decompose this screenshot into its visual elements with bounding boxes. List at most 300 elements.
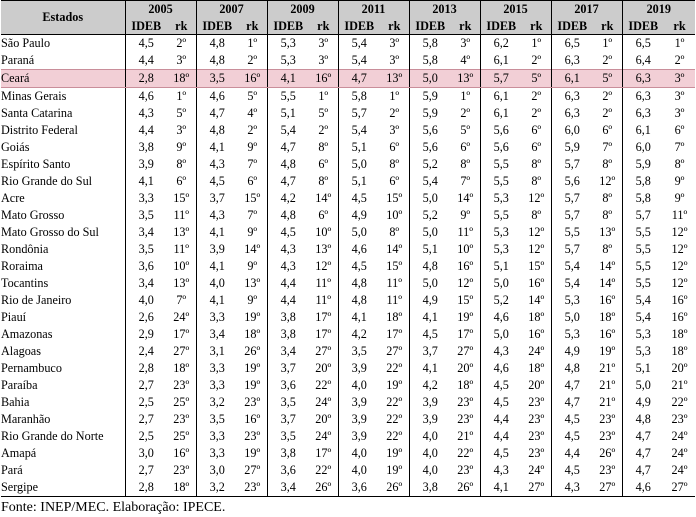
rank-value-cell: 18º	[671, 327, 688, 341]
ideb-value-cell: 5,3	[622, 343, 664, 360]
rank-value-cell: 2º	[674, 53, 685, 67]
ideb-subheader-2005: IDEB	[125, 18, 167, 35]
rank-value-cell: 14º	[599, 259, 616, 273]
rank-value-cell: 3º	[389, 53, 400, 67]
ideb-value-cell: 5,1	[267, 105, 309, 122]
ideb-value-cell: 4,6	[622, 479, 664, 497]
rank-value-cell: 13º	[599, 225, 616, 239]
rank-value-cell: 3º	[460, 36, 471, 50]
rank-value-cell: 27º	[315, 344, 332, 358]
state-name-cell: Tocantins	[1, 276, 49, 290]
state-name-cell: Maranhão	[1, 412, 51, 426]
ideb-value-cell: 3,5	[267, 394, 309, 411]
ideb-value-cell: 3,7	[267, 411, 309, 428]
rank-value-cell: 8º	[389, 157, 400, 171]
rank-value-cell: 11º	[386, 276, 403, 290]
rank-value-cell: 5º	[176, 106, 187, 120]
ideb-value-cell: 4,4	[480, 411, 522, 428]
table-row	[1, 122, 695, 139]
rank-value-cell: 16º	[309, 70, 338, 88]
rank-value-cell: 1º	[176, 89, 187, 103]
ideb-value-cell: 5,5	[622, 275, 664, 292]
ideb-value-cell: 6,2	[480, 35, 522, 53]
table-row	[1, 258, 695, 275]
rank-value-cell: 2º	[531, 53, 542, 67]
rank-value-cell: 23º	[244, 429, 261, 443]
ideb-value-cell: 2,8	[125, 479, 167, 497]
state-name-cell: Piauí	[1, 310, 27, 324]
rank-value-cell: 16º	[671, 293, 688, 307]
ideb-value-cell: 4,4	[125, 122, 167, 139]
ideb-value-cell: 3,5	[196, 70, 238, 88]
ideb-value-cell: 4,7	[551, 377, 593, 394]
rank-value-cell: 11º	[671, 208, 688, 222]
rank-value-cell: 22º	[315, 378, 332, 392]
rank-value-cell: 27º	[664, 479, 695, 497]
rank-value-cell: 21º	[671, 378, 688, 392]
ideb-value-cell: 4,4	[267, 275, 309, 292]
ideb-value-cell: 5,9	[551, 139, 593, 156]
rank-value-cell: 23º	[528, 412, 545, 426]
ideb-value-cell: 5,5	[551, 224, 593, 241]
rank-value-cell: 27º	[522, 479, 551, 497]
rank-value-cell: 5º	[247, 89, 258, 103]
rank-value-cell: 7º	[674, 140, 685, 154]
ideb-value-cell: 4,8	[267, 207, 309, 224]
rank-value-cell: 8º	[674, 157, 685, 171]
ideb-value-cell: 4,6	[125, 88, 167, 106]
ideb-value-cell: 2,5	[125, 394, 167, 411]
ideb-value-cell: 5,9	[409, 105, 451, 122]
rank-value-cell: 13º	[244, 276, 261, 290]
ideb-value-cell: 3,2	[196, 394, 238, 411]
state-name-cell: Mato Grosso do Sul	[1, 225, 99, 239]
rank-value-cell: 1º	[674, 36, 685, 50]
state-name-cell: Santa Catarina	[1, 106, 73, 120]
ideb-value-cell: 6,0	[551, 122, 593, 139]
ideb-value-cell: 4,7	[338, 70, 380, 88]
ideb-value-cell: 5,0	[622, 377, 664, 394]
rank-value-cell: 1º	[460, 89, 471, 103]
rank-value-cell: 2º	[531, 106, 542, 120]
rank-value-cell: 7º	[602, 140, 613, 154]
ideb-value-cell: 4,3	[267, 258, 309, 275]
ideb-value-cell: 4,3	[196, 207, 238, 224]
rank-value-cell: 9º	[247, 259, 258, 273]
rank-value-cell: 18º	[599, 310, 616, 324]
ideb-value-cell: 4,6	[196, 88, 238, 106]
rank-value-cell: 27º	[244, 463, 261, 477]
ideb-value-cell: 4,0	[338, 445, 380, 462]
table-row	[1, 292, 695, 309]
rank-value-cell: 27º	[173, 344, 190, 358]
ideb-value-cell: 6,1	[622, 122, 664, 139]
rank-value-cell: 23º	[238, 479, 267, 497]
table-header	[1, 1, 695, 35]
ideb-value-cell: 2,8	[125, 360, 167, 377]
table-row	[1, 411, 695, 428]
ideb-value-cell: 4,0	[338, 462, 380, 479]
ideb-value-cell: 3,5	[267, 428, 309, 445]
year-header-2009: 2009	[267, 1, 338, 19]
rank-value-cell: 22º	[386, 361, 403, 375]
state-name-cell: Bahia	[1, 395, 30, 409]
ideb-value-cell: 6,4	[622, 52, 664, 70]
ideb-value-cell: 4,7	[622, 445, 664, 462]
rank-value-cell: 9º	[247, 140, 258, 154]
rank-value-cell: 8º	[531, 174, 542, 188]
ideb-value-cell: 5,4	[551, 275, 593, 292]
state-name-cell: Paraíba	[1, 378, 38, 392]
rk-subheader-2017: rk	[593, 18, 622, 35]
rank-value-cell: 18º	[457, 378, 474, 392]
ideb-value-cell: 5,8	[409, 35, 451, 53]
rank-value-cell: 18º	[528, 310, 545, 324]
ideb-value-cell: 3,5	[196, 411, 238, 428]
rank-value-cell: 15º	[386, 259, 403, 273]
ideb-value-cell: 4,5	[267, 224, 309, 241]
year-header-2007: 2007	[196, 1, 267, 19]
ideb-value-cell: 4,5	[125, 35, 167, 53]
ideb-value-cell: 5,4	[338, 35, 380, 53]
ideb-value-cell: 5,4	[267, 122, 309, 139]
ideb-value-cell: 5,8	[622, 173, 664, 190]
ideb-value-cell: 3,4	[125, 224, 167, 241]
rank-value-cell: 17º	[315, 310, 332, 324]
years-header-row	[1, 1, 695, 19]
rank-value-cell: 1º	[531, 36, 542, 50]
ideb-value-cell: 4,1	[196, 258, 238, 275]
table-row	[1, 207, 695, 224]
rk-subheader-2005: rk	[167, 18, 196, 35]
ideb-value-cell: 4,1	[409, 309, 451, 326]
ideb-value-cell: 4,8	[196, 52, 238, 70]
table-row	[1, 88, 695, 106]
ideb-value-cell: 3,9	[338, 394, 380, 411]
ideb-value-cell: 5,1	[480, 258, 522, 275]
year-header-2019: 2019	[622, 1, 695, 19]
ideb-value-cell: 3,6	[267, 377, 309, 394]
ideb-value-cell: 3,7	[409, 343, 451, 360]
rank-value-cell: 19º	[599, 344, 616, 358]
rank-value-cell: 12º	[671, 276, 688, 290]
rank-value-cell: 8º	[389, 225, 400, 239]
ideb-value-cell: 4,8	[338, 292, 380, 309]
ideb-value-cell: 3,8	[267, 326, 309, 343]
year-header-2011: 2011	[338, 1, 409, 19]
ideb-value-cell: 5,7	[622, 207, 664, 224]
ideb-value-cell: 5,3	[267, 52, 309, 70]
rank-value-cell: 4º	[460, 53, 471, 67]
ideb-value-cell: 5,3	[267, 35, 309, 53]
ideb-value-cell: 3,4	[125, 275, 167, 292]
rank-value-cell: 6º	[389, 140, 400, 154]
rank-value-cell: 16º	[244, 412, 261, 426]
rank-value-cell: 15º	[386, 191, 403, 205]
ideb-value-cell: 3,8	[125, 139, 167, 156]
table-row	[1, 70, 695, 88]
table-row	[1, 462, 695, 479]
ideb-value-cell: 5,3	[551, 292, 593, 309]
ideb-value-cell: 4,3	[551, 479, 593, 497]
ideb-value-cell: 4,7	[622, 428, 664, 445]
ideb-value-cell: 5,0	[409, 224, 451, 241]
ideb-value-cell: 4,8	[196, 122, 238, 139]
rank-value-cell: 21º	[599, 378, 616, 392]
table-row	[1, 479, 695, 497]
year-header-2017: 2017	[551, 1, 622, 19]
ideb-value-cell: 5,5	[480, 156, 522, 173]
ideb-value-cell: 5,0	[338, 156, 380, 173]
state-name-cell: Espírito Santo	[1, 157, 71, 171]
rank-value-cell: 1º	[318, 89, 329, 103]
ideb-value-cell: 5,3	[480, 190, 522, 207]
rank-value-cell: 5º	[593, 70, 622, 88]
rank-value-cell: 2º	[247, 123, 258, 137]
rank-value-cell: 18º	[244, 327, 261, 341]
state-name-cell: Acre	[1, 191, 25, 205]
rank-value-cell: 23º	[528, 395, 545, 409]
ideb-value-cell: 3,9	[409, 394, 451, 411]
rank-value-cell: 7º	[247, 208, 258, 222]
ideb-value-cell: 5,5	[622, 224, 664, 241]
ideb-value-cell: 5,4	[409, 173, 451, 190]
ideb-value-cell: 5,5	[480, 207, 522, 224]
rank-value-cell: 16º	[599, 327, 616, 341]
rk-subheader-2011: rk	[380, 18, 409, 35]
ideb-value-cell: 5,3	[551, 326, 593, 343]
rank-value-cell: 1º	[602, 36, 613, 50]
ideb-value-cell: 3,4	[267, 479, 309, 497]
rank-value-cell: 15º	[173, 191, 190, 205]
ideb-value-cell: 4,3	[480, 462, 522, 479]
table-row	[1, 445, 695, 462]
rank-value-cell: 17º	[315, 446, 332, 460]
ideb-value-cell: 6,5	[622, 35, 664, 53]
ideb-value-cell: 4,9	[338, 207, 380, 224]
table-row	[1, 394, 695, 411]
ideb-value-cell: 4,9	[622, 394, 664, 411]
rank-value-cell: 24º	[671, 446, 688, 460]
ideb-value-cell: 2,8	[125, 70, 167, 88]
ideb-value-cell: 4,8	[622, 411, 664, 428]
ideb-value-cell: 5,7	[551, 156, 593, 173]
rank-value-cell: 22º	[386, 395, 403, 409]
rank-value-cell: 23º	[599, 412, 616, 426]
ideb-value-cell: 3,9	[338, 411, 380, 428]
table-row	[1, 326, 695, 343]
rank-value-cell: 8º	[176, 157, 187, 171]
ideb-value-cell: 4,4	[125, 52, 167, 70]
rank-value-cell: 7º	[176, 293, 187, 307]
rank-value-cell: 21º	[457, 429, 474, 443]
table-row	[1, 173, 695, 190]
rank-value-cell: 23º	[599, 429, 616, 443]
ideb-value-cell: 5,7	[551, 207, 593, 224]
rank-value-cell: 2º	[531, 89, 542, 103]
ideb-value-cell: 5,2	[409, 156, 451, 173]
ideb-value-cell: 2,7	[125, 462, 167, 479]
ideb-value-cell: 4,8	[409, 258, 451, 275]
ideb-value-cell: 3,8	[267, 309, 309, 326]
ideb-value-cell: 5,0	[480, 275, 522, 292]
ideb-value-cell: 3,9	[338, 360, 380, 377]
rank-value-cell: 26º	[451, 479, 480, 497]
ideb-subheader-2011: IDEB	[338, 18, 380, 35]
ideb-value-cell: 2,4	[125, 343, 167, 360]
state-name-cell: Paraná	[1, 53, 35, 67]
rank-value-cell: 11º	[315, 276, 331, 290]
rank-value-cell: 12º	[671, 225, 688, 239]
ideb-value-cell: 4,5	[338, 258, 380, 275]
table-row	[1, 377, 695, 394]
ideb-value-cell: 5,8	[338, 88, 380, 106]
ideb-value-cell: 5,4	[338, 52, 380, 70]
ideb-value-cell: 6,3	[551, 88, 593, 106]
ideb-value-cell: 4,5	[551, 411, 593, 428]
state-name-cell: Roraima	[1, 259, 43, 273]
ideb-value-cell: 5,7	[551, 190, 593, 207]
rank-value-cell: 3º	[389, 123, 400, 137]
ideb-value-cell: 5,1	[622, 360, 664, 377]
ideb-value-cell: 5,3	[622, 326, 664, 343]
ideb-value-cell: 3,3	[196, 309, 238, 326]
rank-value-cell: 13º	[173, 276, 190, 290]
rank-value-cell: 1º	[247, 36, 258, 50]
ideb-value-cell: 3,8	[409, 479, 451, 497]
rank-value-cell: 19º	[244, 361, 261, 375]
rank-value-cell: 19º	[244, 378, 261, 392]
ideb-subheader-2015: IDEB	[480, 18, 522, 35]
ideb-value-cell: 3,5	[338, 343, 380, 360]
table-row	[1, 35, 695, 53]
rank-value-cell: 6º	[389, 174, 400, 188]
state-name-cell: Pará	[1, 463, 23, 477]
rank-value-cell: 11º	[173, 242, 189, 256]
ideb-value-cell: 3,6	[125, 258, 167, 275]
rank-value-cell: 9º	[460, 208, 471, 222]
rank-value-cell: 17º	[457, 327, 474, 341]
rank-value-cell: 3º	[318, 53, 329, 67]
rank-value-cell: 9º	[247, 293, 258, 307]
ideb-value-cell: 5,5	[622, 241, 664, 258]
rank-value-cell: 11º	[386, 293, 403, 307]
rank-value-cell: 2º	[389, 106, 400, 120]
ideb-value-cell: 3,1	[196, 343, 238, 360]
rank-value-cell: 12º	[315, 259, 332, 273]
ideb-value-cell: 4,3	[267, 241, 309, 258]
rank-value-cell: 27º	[593, 479, 622, 497]
rank-value-cell: 3º	[389, 36, 400, 50]
rank-value-cell: 3º	[664, 70, 695, 88]
ideb-value-cell: 6,1	[480, 88, 522, 106]
rank-value-cell: 16º	[599, 293, 616, 307]
ideb-value-cell: 4,1	[480, 479, 522, 497]
ideb-value-cell: 2,6	[125, 309, 167, 326]
ideb-value-cell: 4,4	[551, 445, 593, 462]
rank-value-cell: 3º	[318, 36, 329, 50]
ideb-value-cell: 5,9	[409, 88, 451, 106]
rank-value-cell: 2º	[247, 53, 258, 67]
rank-value-cell: 1º	[389, 89, 400, 103]
ideb-value-cell: 3,0	[196, 462, 238, 479]
rank-value-cell: 12º	[671, 259, 688, 273]
year-header-2005: 2005	[125, 1, 196, 19]
rank-value-cell: 9º	[247, 225, 258, 239]
ideb-value-cell: 5,6	[480, 139, 522, 156]
rank-value-cell: 2º	[602, 89, 613, 103]
ideb-value-cell: 5,8	[622, 190, 664, 207]
rank-value-cell: 23º	[173, 378, 190, 392]
rk-subheader-2015: rk	[522, 18, 551, 35]
ideb-subheader-2009: IDEB	[267, 18, 309, 35]
rank-value-cell: 10º	[457, 242, 474, 256]
ideb-value-cell: 4,1	[267, 70, 309, 88]
ideb-value-cell: 3,6	[338, 479, 380, 497]
ideb-value-cell: 4,7	[622, 462, 664, 479]
rank-value-cell: 24º	[528, 463, 545, 477]
rank-value-cell: 22º	[315, 463, 332, 477]
rank-value-cell: 6º	[531, 123, 542, 137]
rank-value-cell: 18º	[386, 310, 403, 324]
ideb-value-cell: 6,3	[622, 105, 664, 122]
ideb-value-cell: 3,5	[125, 207, 167, 224]
rank-value-cell: 6º	[674, 123, 685, 137]
rank-value-cell: 16º	[528, 276, 545, 290]
rank-value-cell: 3º	[674, 106, 685, 120]
ideb-value-cell: 5,7	[338, 105, 380, 122]
ideb-value-cell: 4,5	[480, 377, 522, 394]
rank-value-cell: 19º	[244, 446, 261, 460]
rank-value-cell: 20º	[671, 361, 688, 375]
ideb-value-cell: 5,4	[622, 309, 664, 326]
ideb-value-cell: 3,9	[409, 411, 451, 428]
ideb-value-cell: 5,0	[551, 309, 593, 326]
state-name-cell: Rondônia	[1, 242, 49, 256]
rank-value-cell: 8º	[531, 208, 542, 222]
ideb-value-cell: 4,5	[196, 173, 238, 190]
rank-value-cell: 12º	[457, 276, 474, 290]
ideb-value-cell: 5,3	[480, 241, 522, 258]
ideb-value-cell: 4,0	[409, 428, 451, 445]
ideb-value-cell: 5,6	[409, 122, 451, 139]
state-name-cell: Sergipe	[1, 479, 125, 497]
ideb-value-cell: 5,4	[551, 258, 593, 275]
ideb-value-cell: 5,7	[551, 241, 593, 258]
ideb-value-cell: 5,5	[267, 88, 309, 106]
rank-value-cell: 23º	[528, 429, 545, 443]
rank-value-cell: 14º	[457, 191, 474, 205]
rank-value-cell: 16º	[173, 446, 190, 460]
rank-value-cell: 7º	[247, 157, 258, 171]
table-row	[1, 52, 695, 70]
rank-value-cell: 8º	[602, 242, 613, 256]
rank-value-cell: 8º	[602, 208, 613, 222]
state-name-cell: Amazonas	[1, 327, 53, 341]
ideb-value-cell: 6,5	[551, 35, 593, 53]
rank-value-cell: 6º	[176, 174, 187, 188]
rank-value-cell: 22º	[457, 446, 474, 460]
ideb-value-cell: 5,8	[409, 52, 451, 70]
rank-value-cell: 14º	[528, 293, 545, 307]
ideb-value-cell: 5,6	[480, 122, 522, 139]
rank-value-cell: 8º	[602, 191, 613, 205]
rank-value-cell: 27º	[457, 344, 474, 358]
rank-value-cell: 23º	[528, 446, 545, 460]
rank-value-cell: 17º	[315, 327, 332, 341]
ideb-value-cell: 5,6	[551, 173, 593, 190]
rank-value-cell: 19º	[244, 310, 261, 324]
